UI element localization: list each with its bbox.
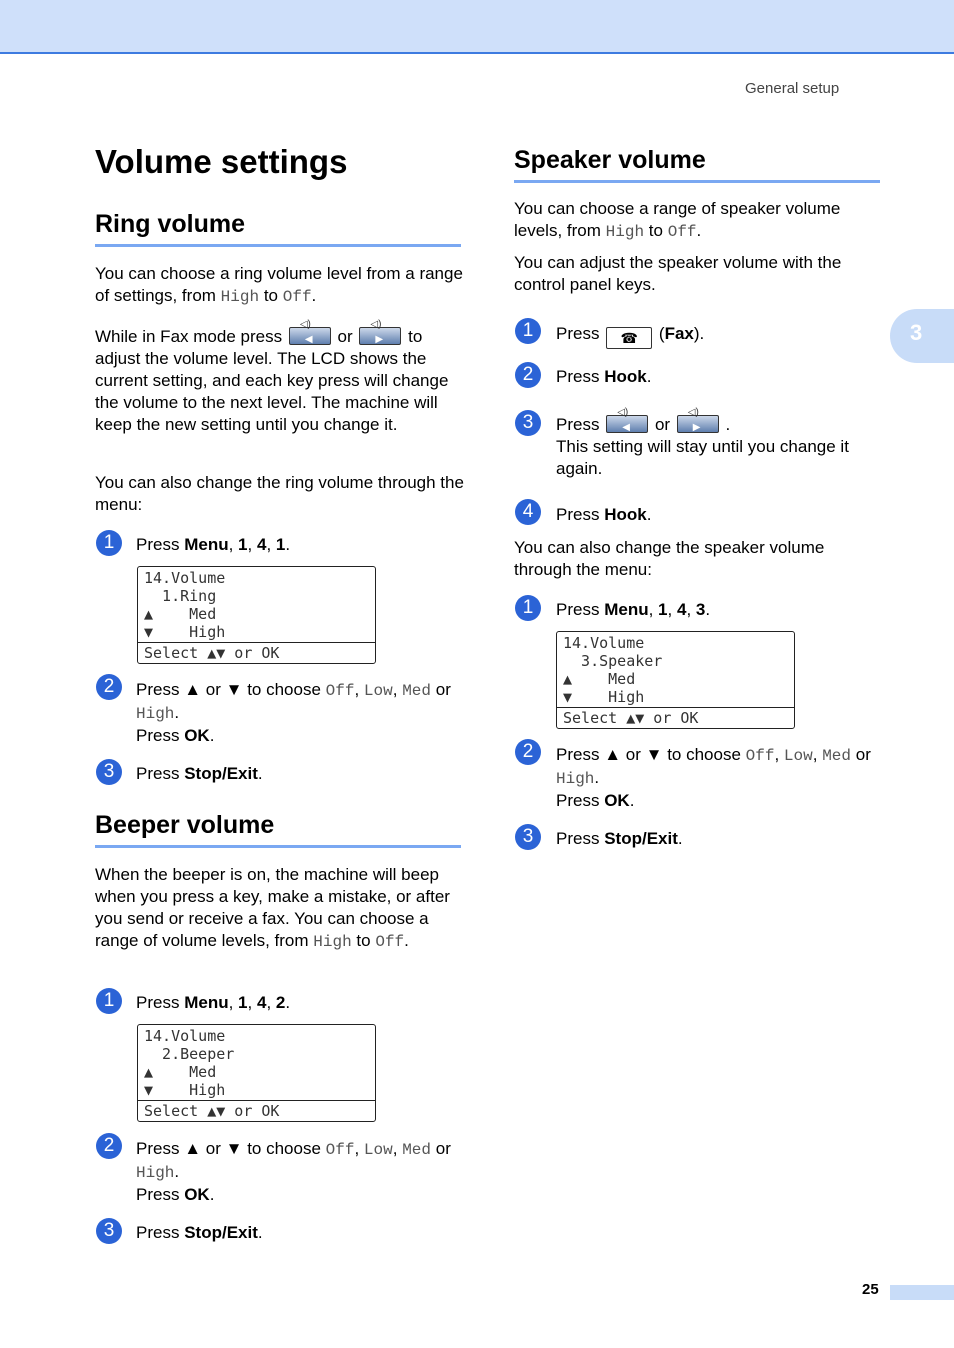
step-number-3: 3 [515,410,541,436]
running-header: General setup [745,80,840,97]
speaker-adjust-text: You can adjust the speaker volume with the control panel keys. [514,253,842,294]
top-header-band [0,0,954,54]
step-number-4: 4 [515,499,541,525]
step-number-2: 2 [96,1133,122,1159]
lcd-line: Select ▲▼ or OK [144,644,280,662]
fax-key-icon: ☎ [606,327,652,349]
speaker-s1: Press ☎ (Fax). [556,323,704,349]
beeper-lcd-display [137,1024,376,1122]
speaker-heading-rule [514,180,880,183]
step-number-2: 2 [515,739,541,765]
beeper-volume-heading: Beeper volume [95,811,275,839]
lcd-line: ▲ Med [144,605,217,623]
step-number-1: 1 [515,318,541,344]
lcd-line: 2.Beeper [144,1045,235,1063]
speaker-step1: Press Menu, 1, 4, 3. [556,600,711,619]
ring-step2: Press ▲ or ▼ to choose Off, Low, Med or High. Press OK. [136,680,451,745]
step-number-3: 3 [96,759,122,785]
beeper-intro: When the beeper is on, the machine will beep when you press a key, make a mistake, or after you send or receive a fax. You can choose a range of volume levels, from High to Off. [95,865,450,951]
ring-menu-intro: You can also change the ring volume through the menu: [95,473,464,514]
beeper-heading-rule [95,845,461,848]
speaker-step2: Press ▲ or ▼ to choose Off, Low, Med or High. Press OK. [556,745,871,810]
step-number-3: 3 [96,1218,122,1244]
step-number-3: 3 [515,824,541,850]
lcd-line: 14.Volume [563,634,645,652]
volume-down-key-icon: ◁) ◀ [606,415,648,433]
ring-fax-mode-text: While in Fax mode press ◁) ◀ or ◁) ▶ to adjust the volume level. The LCD shows the current setting, and each key press will change the volume to the next level. The machine will keep the new setting until you change it. [95,319,449,434]
beeper-step3: Press Stop/Exit. [136,1223,263,1242]
volume-up-key-icon: ◁) ▶ [677,415,719,433]
page-number: 25 [862,1281,879,1298]
speaker-s2: Press Hook. [556,367,652,386]
volume-up-key-icon: ◁) ▶ [359,327,401,345]
ring-step1: Press Menu, 1, 4, 1. [136,535,291,554]
lcd-line: ▲ Med [563,670,636,688]
ring-lcd-display [137,566,376,664]
speaker-lcd-display [556,631,795,729]
ring-volume-heading: Ring volume [95,210,246,238]
speaker-step3: Press Stop/Exit. [556,829,683,848]
step-number-1: 1 [515,595,541,621]
speaker-s4: Press Hook. [556,505,652,524]
step-number-1: 1 [96,988,122,1014]
beeper-step1: Press Menu, 1, 4, 2. [136,993,291,1012]
lcd-line: ▼ High [144,623,226,641]
lcd-line: Select ▲▼ or OK [144,1102,280,1120]
lcd-line: ▼ High [563,688,645,706]
lcd-line: 14.Volume [144,569,226,587]
ring-intro: You can choose a ring volume level from a range of settings, from High to Off. [95,264,463,306]
speaker-s3: Press ◁) ◀ or ◁) ▶ . This setting will stay until you change it again. [556,407,849,478]
ring-step3: Press Stop/Exit. [136,764,263,783]
page-title: Volume settings [95,143,348,180]
lcd-line: 14.Volume [144,1027,226,1045]
lcd-line: ▲ Med [144,1063,217,1081]
page-number-bar [890,1285,954,1300]
volume-down-key-icon: ◁) ◀ [289,327,331,345]
lcd-line: ▼ High [144,1081,226,1099]
step-number-2: 2 [515,362,541,388]
lcd-line: Select ▲▼ or OK [563,709,699,727]
speaker-intro: You can choose a range of speaker volume levels, from High to Off. [514,199,841,241]
chapter-tab-number: 3 [910,320,923,345]
speaker-menu-intro: You can also change the speaker volume through the menu: [514,538,825,579]
ring-heading-rule [95,244,461,247]
speaker-volume-heading: Speaker volume [514,146,706,174]
lcd-line: 3.Speaker [563,652,663,670]
lcd-line: 1.Ring [144,587,217,605]
step-number-2: 2 [96,674,122,700]
step-number-1: 1 [96,530,122,556]
beeper-step2: Press ▲ or ▼ to choose Off, Low, Med or High. Press OK. [136,1139,451,1204]
